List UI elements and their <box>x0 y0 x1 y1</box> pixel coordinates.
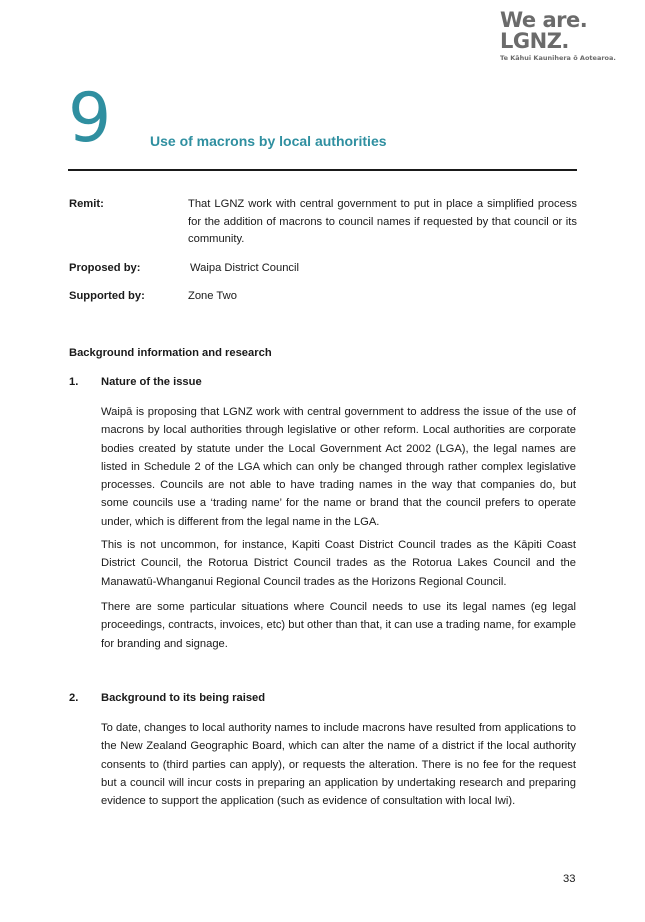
paragraph: Waipā is proposing that LGNZ work with central government to address the issue of the use of macrons by local authorities through legislative or other reform. Local authorities are corporate bodies created by statute under the Local Government Act 2002 (LGA), the legal names are listed in Schedule 2 of the LGA which can only be changed through rather complex legislative processes. Councils are not able to have trading names in the way that companies do, but some councils use a ‘trading name’ for the name or brand that the council prefers to operate under, which is different from the legal name in the LGA. <box>101 406 576 528</box>
remit-number: 9 <box>68 79 112 158</box>
title-divider <box>68 169 577 171</box>
background-heading: Background information and research <box>69 347 272 359</box>
section-title: Background to its being raised <box>101 692 266 704</box>
paragraph: To date, changes to local authority names to include macrons have resulted from applications to the New Zealand Geographic Board, which can alter the name of a district if the local authority consents to (third parties can apply), or requests the alteration. There is no fee for the request but a council will incur costs in preparing an application by undertaking research and preparing evidence to support the application (such as evidence of consultation with local Iwi). <box>101 722 576 808</box>
logo-line-we-are: We are. <box>500 8 588 32</box>
paragraph: This is not uncommon, for instance, Kapiti Coast District Council trades as the Kāpiti Coast District Council, the Rotorua District Council trades as the Rotorua Lakes Council and the Manawatū-Whanganui Regional Council trades as the Horizons Regional Council. <box>101 539 576 588</box>
remit-text: That LGNZ work with central government to put in place a simplified process for the addition of macrons to council names if requested by that council or its community. <box>188 198 577 245</box>
lgnz-logo <box>500 10 628 63</box>
logo-line-lgnz: LGNZ. <box>500 29 569 53</box>
logo-tagline: Te Kāhui Kaunihera ō Aotearoa. <box>500 54 616 62</box>
paragraph: There are some particular situations where Council needs to use its legal names (eg legal proceedings, contracts, invoices, etc) but other than that, it can use a trading name, for example for branding and signage. <box>101 601 576 650</box>
proposed-value: Waipa District Council <box>190 262 300 274</box>
section-number: 2. <box>69 692 79 704</box>
remit-title: Use of macrons by local authorities <box>150 133 387 149</box>
section-number: 1. <box>69 376 79 388</box>
page-number: 33 <box>563 873 576 885</box>
supported-label: Supported by: <box>69 290 145 302</box>
remit-label: Remit: <box>69 198 104 210</box>
supported-value: Zone Two <box>188 290 237 302</box>
section-title: Nature of the issue <box>101 376 202 388</box>
proposed-label: Proposed by: <box>69 262 141 274</box>
